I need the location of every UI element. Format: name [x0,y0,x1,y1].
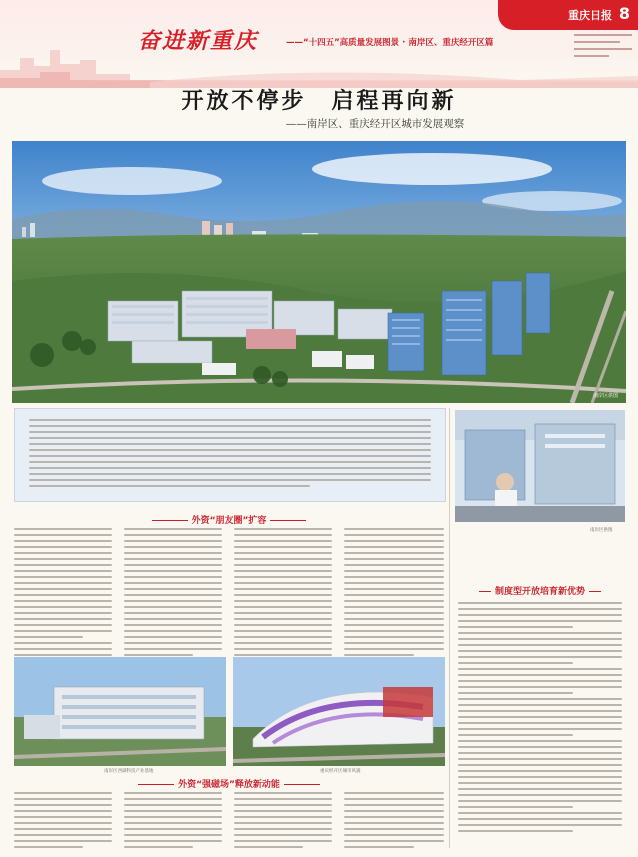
aerial-city-image [12,141,626,403]
body-col-3 [234,528,332,660]
section-heading-1 [14,513,444,526]
body-col-7 [234,792,332,852]
masthead-info [574,34,632,57]
section-title-2: 制度型开放培育新优势 [494,587,585,597]
section-heading-2 [455,584,625,597]
body-col-2 [124,528,222,660]
masthead-banner [0,0,638,88]
body-col-5 [14,792,112,852]
photo-building-caption: 南岸区西湖科技产业基地 [104,769,154,774]
photo-lab [455,410,625,522]
body-col-6 [124,792,222,852]
article-subheadline: ——南岸区、重庆经开区城市发展观察 [285,118,465,130]
photo-stadium [233,657,445,766]
brand-logo: 重庆日报 [568,9,612,22]
column-divider [449,408,450,848]
section-title-1: 外资“朋友圈”扩容 [191,516,267,526]
photo-stadium-caption: 重庆经开区城市风貌 [320,769,361,774]
photo-building [14,657,226,766]
body-col-1 [14,528,112,660]
page-number: 8 [618,4,630,23]
aerial-photo-credit: 南岸区供图 [592,393,618,399]
body-col-4 [344,528,444,660]
article-headline: 开放不停步 启程再向新 [181,88,457,114]
column-title: 奋进新重庆 [138,28,259,54]
body-col-right [458,602,622,836]
section-heading-3 [14,777,444,790]
lead-summary-box [14,408,446,502]
body-col-8 [344,792,444,852]
aerial-photo [12,141,626,403]
section-title-3: 外资“强磁场”释放新动能 [178,780,280,790]
photo-lab-caption: 南岸区供图 [590,528,613,533]
series-title: ——“十四五”高质量发展图景 · 南岸区、重庆经开区篇 [286,38,494,48]
